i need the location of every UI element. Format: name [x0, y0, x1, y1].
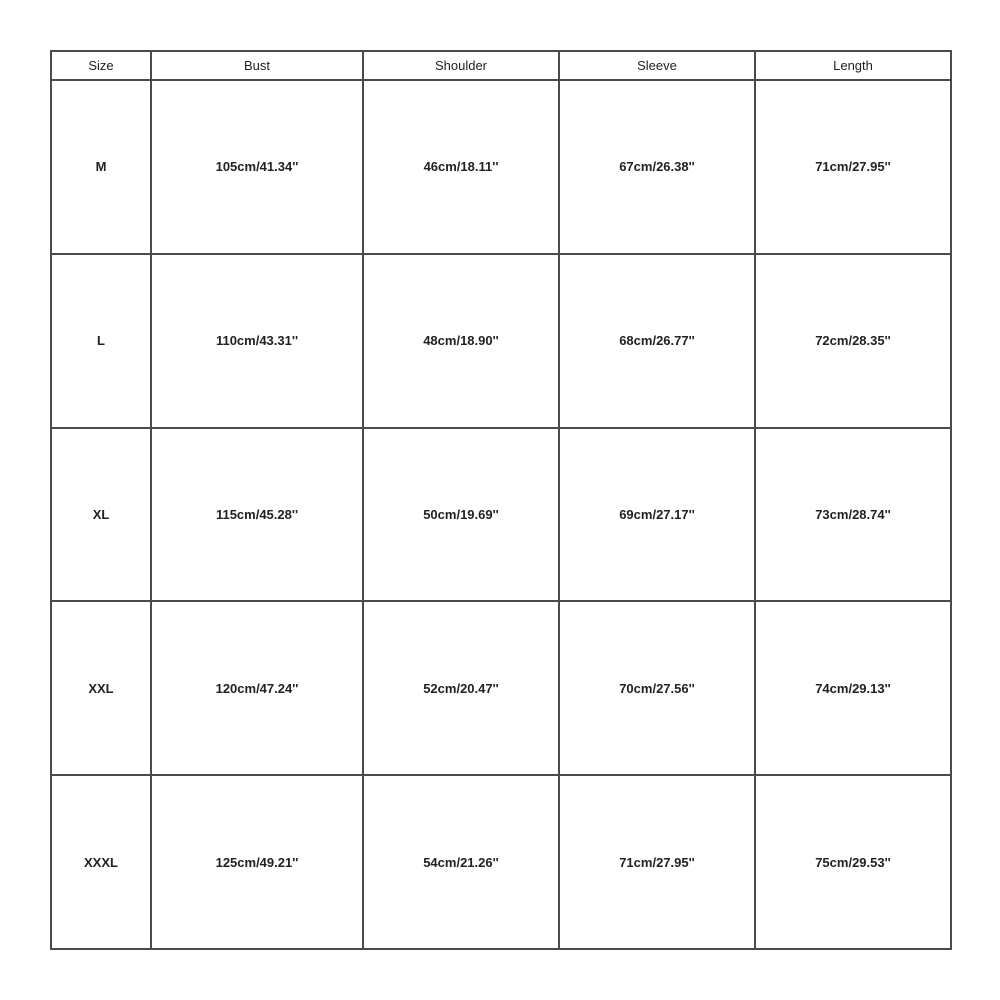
bust-cell: 105cm/41.34'' — [151, 80, 363, 254]
table-row — [51, 80, 951, 254]
size-cell: XXXL — [51, 775, 151, 949]
sleeve-cell: 67cm/26.38'' — [559, 80, 755, 254]
bust-cell: 120cm/47.24'' — [151, 601, 363, 775]
sleeve-cell: 68cm/26.77'' — [559, 254, 755, 428]
length-cell: 71cm/27.95'' — [755, 80, 951, 254]
length-cell: 74cm/29.13'' — [755, 601, 951, 775]
table-row — [51, 428, 951, 602]
header-bust: Bust — [151, 51, 363, 80]
header-length: Length — [755, 51, 951, 80]
header-shoulder: Shoulder — [363, 51, 559, 80]
size-cell: XL — [51, 428, 151, 602]
sleeve-cell: 70cm/27.56'' — [559, 601, 755, 775]
size-cell: M — [51, 80, 151, 254]
bust-cell: 110cm/43.31'' — [151, 254, 363, 428]
size-cell: XXL — [51, 601, 151, 775]
shoulder-cell: 50cm/19.69'' — [363, 428, 559, 602]
size-chart-table — [50, 50, 952, 950]
length-cell: 72cm/28.35'' — [755, 254, 951, 428]
sleeve-cell: 69cm/27.17'' — [559, 428, 755, 602]
table-row — [51, 601, 951, 775]
sleeve-cell: 71cm/27.95'' — [559, 775, 755, 949]
shoulder-cell: 46cm/18.11'' — [363, 80, 559, 254]
bust-cell: 125cm/49.21'' — [151, 775, 363, 949]
size-cell: L — [51, 254, 151, 428]
table-row — [51, 775, 951, 949]
table-row — [51, 254, 951, 428]
header-row — [51, 51, 951, 80]
bust-cell: 115cm/45.28'' — [151, 428, 363, 602]
header-size: Size — [51, 51, 151, 80]
shoulder-cell: 48cm/18.90'' — [363, 254, 559, 428]
length-cell: 73cm/28.74'' — [755, 428, 951, 602]
header-sleeve: Sleeve — [559, 51, 755, 80]
shoulder-cell: 52cm/20.47'' — [363, 601, 559, 775]
length-cell: 75cm/29.53'' — [755, 775, 951, 949]
table-header — [51, 51, 951, 80]
shoulder-cell: 54cm/21.26'' — [363, 775, 559, 949]
table-body — [51, 80, 951, 949]
